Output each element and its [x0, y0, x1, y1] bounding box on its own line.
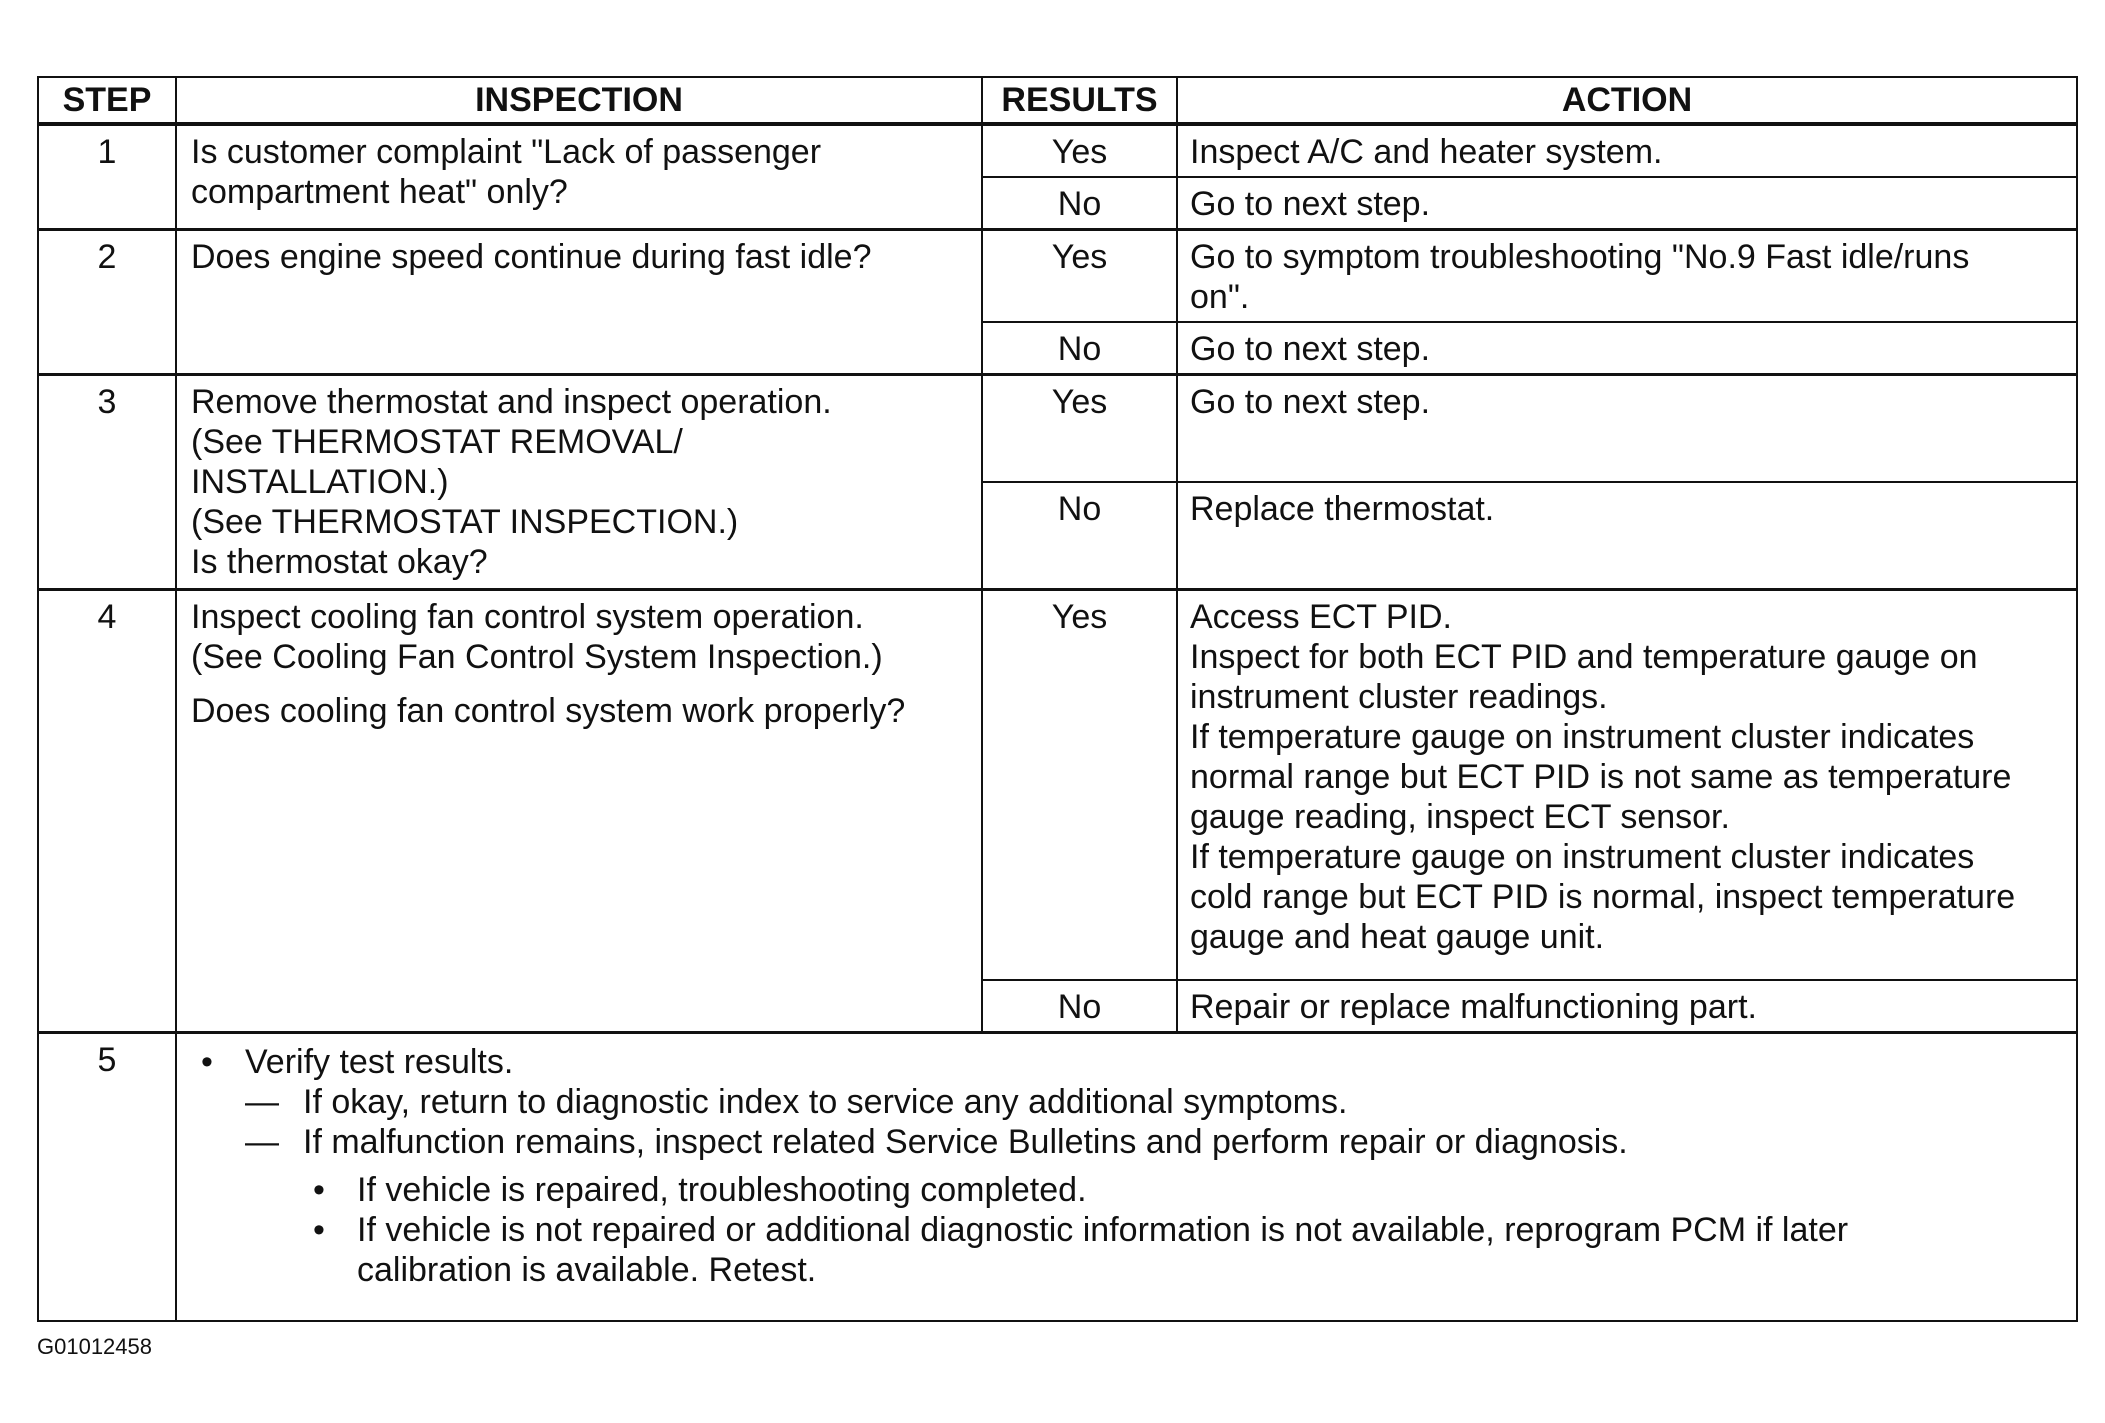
action-cell	[1177, 375, 2077, 483]
figure-id: G01012458	[37, 1334, 152, 1359]
sub-bullet-line: If vehicle is not repaired or additional diagnostic information is not available, reprogram PCM if later	[357, 1211, 1849, 1249]
step-number: 4	[38, 590, 176, 1033]
bullet-icon: •	[313, 1171, 325, 1209]
action-cell	[1177, 177, 2077, 230]
dash-icon: —	[245, 1123, 279, 1161]
diagnostic-table	[37, 76, 2078, 1322]
action-line: Access ECT PID.	[1190, 598, 1452, 636]
step-number: 1	[38, 124, 176, 230]
verify-cell	[176, 1033, 2077, 1322]
spacer	[191, 677, 969, 691]
header-inspection: INSPECTION	[176, 77, 982, 124]
result-cell: No	[982, 177, 1177, 230]
action-line: Repair or replace malfunctioning part.	[1190, 988, 1757, 1026]
header-step: STEP	[38, 77, 176, 124]
action-line: cold range but ECT PID is normal, inspect temperature	[1190, 878, 2016, 916]
verify-item	[199, 1042, 2064, 1082]
action-cell	[1177, 482, 2077, 590]
action-line: Go to next step.	[1190, 330, 1431, 368]
sub-bullet-item	[313, 1210, 2064, 1290]
result-cell: No	[982, 980, 1177, 1033]
sub-bullet-line: If vehicle is repaired, troubleshooting completed.	[357, 1171, 1087, 1209]
inspection-line: Is customer complaint "Lack of passenger	[191, 133, 822, 171]
action-line: Go to next step.	[1190, 185, 1431, 223]
result-cell: Yes	[982, 375, 1177, 483]
action-cell	[1177, 980, 2077, 1033]
action-cell	[1177, 590, 2077, 981]
inspection-line: Inspect cooling fan control system operation.	[191, 598, 864, 636]
inspection-line: compartment heat" only?	[191, 173, 568, 211]
inspection-line: Does engine speed continue during fast idle?	[191, 238, 872, 276]
action-line: on".	[1190, 278, 1250, 316]
action-line: Replace thermostat.	[1190, 490, 1495, 528]
inspection-line: Is thermostat okay?	[191, 543, 488, 581]
inspection-cell	[176, 375, 982, 590]
action-line: gauge reading, inspect ECT sensor.	[1190, 798, 1730, 836]
inspection-cell	[176, 230, 982, 375]
inspection-line: (See Cooling Fan Control System Inspection.)	[191, 638, 883, 676]
sub-bullet-item	[313, 1170, 2064, 1210]
bullet-icon: •	[201, 1043, 213, 1081]
dash-item	[245, 1122, 2064, 1162]
dash-item	[245, 1082, 2064, 1122]
table-row	[38, 1033, 2077, 1322]
action-line: normal range but ECT PID is not same as temperature	[1190, 758, 2012, 796]
step-number: 3	[38, 375, 176, 590]
table-row	[38, 230, 2077, 323]
action-line: Go to next step.	[1190, 383, 1431, 421]
sub-bullet-list	[199, 1170, 2064, 1290]
result-cell: No	[982, 482, 1177, 590]
inspection-cell	[176, 590, 982, 1033]
action-line: Go to symptom troubleshooting "No.9 Fast idle/runs	[1190, 238, 1970, 276]
result-cell: Yes	[982, 124, 1177, 177]
dash-icon: —	[245, 1083, 279, 1121]
action-line: gauge and heat gauge unit.	[1190, 918, 1605, 956]
header-results: RESULTS	[982, 77, 1177, 124]
action-cell	[1177, 124, 2077, 177]
header-action: ACTION	[1177, 77, 2077, 124]
table-row	[38, 124, 2077, 177]
inspection-line: Remove thermostat and inspect operation.	[191, 383, 832, 421]
action-line: If temperature gauge on instrument cluster indicates	[1190, 838, 1975, 876]
dash-text: If okay, return to diagnostic index to service any additional symptoms.	[303, 1083, 1348, 1121]
action-line: If temperature gauge on instrument cluster indicates	[1190, 718, 1975, 756]
result-cell: No	[982, 322, 1177, 375]
header-row	[38, 77, 2077, 124]
action-cell	[1177, 230, 2077, 323]
table-row	[38, 590, 2077, 981]
inspection-cell	[176, 124, 982, 230]
inspection-line: INSTALLATION.)	[191, 463, 449, 501]
bullet-icon: •	[313, 1211, 325, 1249]
inspection-line: (See THERMOSTAT REMOVAL/	[191, 423, 683, 461]
dash-text: If malfunction remains, inspect related Service Bulletins and perform repair or diagnosis.	[303, 1123, 1628, 1161]
step-number: 5	[38, 1033, 176, 1322]
action-cell	[1177, 322, 2077, 375]
inspection-line: Does cooling fan control system work properly?	[191, 692, 906, 730]
action-line: instrument cluster readings.	[1190, 678, 1608, 716]
sub-bullet-line: calibration is available. Retest.	[357, 1251, 817, 1289]
result-cell: Yes	[982, 590, 1177, 981]
action-line: Inspect A/C and heater system.	[1190, 133, 1663, 171]
step-number: 2	[38, 230, 176, 375]
action-line: Inspect for both ECT PID and temperature gauge on	[1190, 638, 1978, 676]
result-cell: Yes	[982, 230, 1177, 323]
table-row	[38, 375, 2077, 483]
verify-text: Verify test results.	[245, 1043, 514, 1081]
inspection-line: (See THERMOSTAT INSPECTION.)	[191, 503, 739, 541]
